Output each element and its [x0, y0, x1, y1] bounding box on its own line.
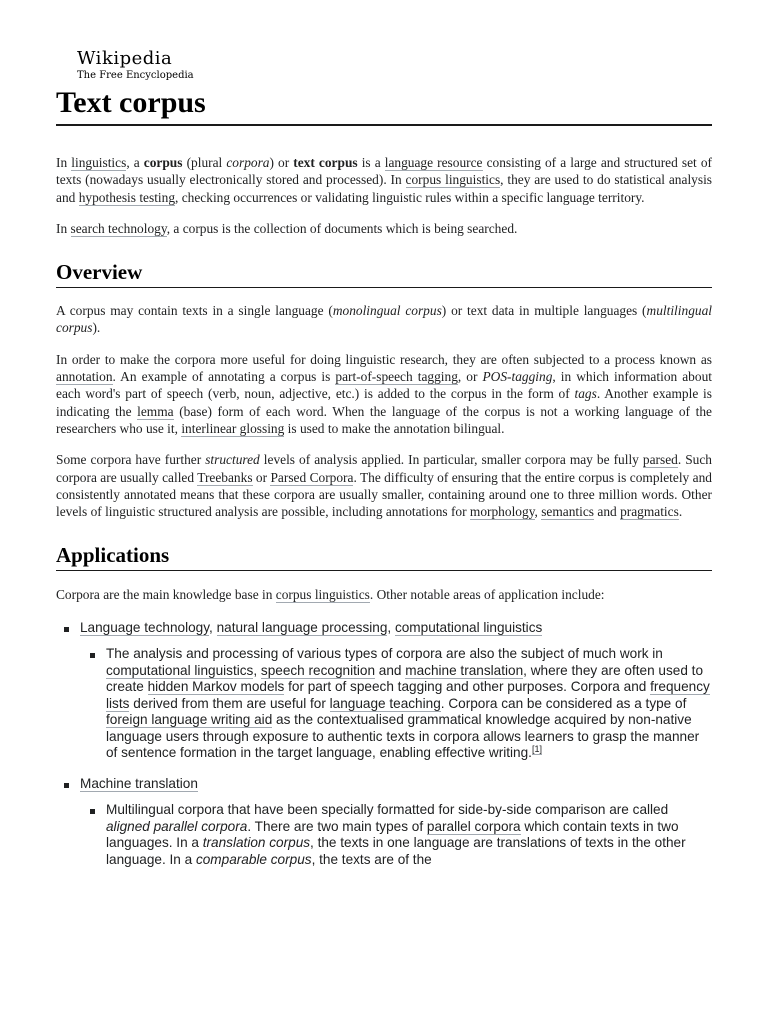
sub-list: [80, 646, 712, 762]
intro-paragraph-1: [56, 154, 712, 206]
overview-paragraph-2: [56, 351, 712, 437]
text-run: derived from them are useful for: [129, 695, 330, 711]
text-run: and: [375, 662, 406, 678]
text-run: , or: [457, 369, 483, 385]
list-item-text: [80, 776, 198, 792]
text-run: , in which information about each word's part of speech (verb, noun, adjective, etc.) is added to the corpus in the form of: [56, 369, 712, 402]
link-semantics[interactable]: semantics: [541, 504, 595, 520]
bold-term: text corpus: [293, 155, 358, 170]
intro-paragraph-2: [56, 220, 712, 237]
link-annotation[interactable]: annotation: [56, 369, 113, 385]
link-corpus-linguistics[interactable]: corpus linguistics: [275, 587, 370, 603]
text-run: Multilingual corpora that have been specially formatted for side-by-side comparison are called: [106, 802, 669, 818]
link-parsed-corpora[interactable]: Parsed Corpora: [270, 469, 354, 485]
text-run: . Other notable areas of application include:: [369, 587, 605, 603]
list-item: [56, 776, 712, 869]
text-run: ) or: [269, 155, 294, 170]
italic-term: tags: [574, 386, 597, 402]
link-treebanks[interactable]: Treebanks: [197, 469, 253, 485]
text-run: ,: [209, 619, 217, 635]
section-heading-applications: Applications: [56, 542, 712, 571]
link-language-technology[interactable]: Language technology: [80, 619, 210, 635]
italic-term: comparable corpus: [195, 851, 312, 867]
bold-term: corpus: [143, 155, 183, 170]
text-run: is a: [357, 155, 385, 170]
citation-link[interactable]: [1]: [531, 743, 542, 754]
link-hidden-markov-models[interactable]: hidden Markov models: [147, 679, 285, 695]
text-run: or: [252, 469, 271, 485]
link-language-resource[interactable]: language resource: [384, 155, 483, 170]
sub-list-item: [80, 646, 712, 762]
link-foreign-language-writing-aid[interactable]: foreign language writing aid: [106, 712, 273, 728]
text-run: In: [56, 155, 72, 170]
text-run: .: [678, 504, 683, 520]
sub-list-item: [80, 802, 712, 868]
text-run: for part of speech tagging and other purposes. Corpora and: [284, 679, 651, 695]
text-run: which contain texts in two languages. In a: [106, 818, 679, 851]
text-run: . An example of annotating a corpus is: [112, 369, 336, 385]
overview-paragraph-3: [56, 451, 712, 520]
logo-subtitle: The Free Encyclopedia: [77, 70, 194, 81]
link-computational-linguistics[interactable]: computational linguistics: [394, 619, 543, 635]
link-lemma[interactable]: lemma: [137, 403, 174, 419]
text-run: levels of analysis applied. In particular, smaller corpora may be fully: [259, 452, 643, 468]
link-natural-language-processing[interactable]: natural language processing: [216, 619, 388, 635]
text-run: (base) form of each word. When the language of the corpus is not a working language of the researchers who use it,: [56, 403, 712, 436]
list-item: [56, 620, 712, 762]
text-run: ,: [387, 619, 395, 635]
text-run: Some corpora have further: [56, 452, 206, 468]
link-search-technology[interactable]: search technology: [70, 220, 167, 236]
list-item-text: [80, 620, 542, 636]
text-run: , the texts in one language are translations of texts in the other language. In a: [106, 835, 686, 867]
text-run: A corpus may contain texts in a single language (: [56, 303, 333, 319]
link-language-teaching[interactable]: language teaching: [329, 695, 441, 711]
logo-title: Wikipedia: [77, 48, 173, 69]
link-speech-recognition[interactable]: speech recognition: [260, 662, 376, 678]
text-run: Corpora are the main knowledge base in: [56, 587, 276, 603]
citation: [532, 744, 542, 755]
text-run: , a corpus is the collection of documents which is being searched.: [166, 220, 518, 236]
page-title: Text corpus: [56, 84, 712, 126]
text-run: , a: [126, 155, 144, 170]
text-run: is used to make the annotation bilingual.: [284, 420, 505, 436]
text-run: , checking occurrences or validating linguistic rules within a specific language territory.: [175, 189, 645, 205]
text-run: . Such corpora are usually called: [56, 452, 712, 485]
text-run: , they are used to do statistical analysis and: [56, 172, 713, 205]
text-run: . Another example is indicating the: [56, 386, 712, 419]
text-run: ).: [92, 320, 101, 336]
text-run: . There are two main types of: [247, 818, 427, 834]
text-run: (plural: [182, 155, 227, 170]
link-part-of-speech-tagging[interactable]: part-of-speech tagging: [335, 369, 458, 385]
text-run: consisting of a large and structured set of texts (nowadays usually electronically stored and processed). In: [56, 155, 712, 188]
link-corpus-linguistics[interactable]: corpus linguistics: [405, 172, 501, 188]
overview-paragraph-1: [56, 302, 712, 337]
link-computational-linguistics[interactable]: computational linguistics: [106, 662, 254, 678]
italic-term: corpora: [226, 155, 270, 170]
italic-term: POS-tagging: [482, 369, 553, 385]
applications-list: [56, 620, 712, 869]
text-run: ) or text data in multiple languages (: [441, 303, 647, 319]
link-interlinear-glossing[interactable]: interlinear glossing: [181, 420, 285, 436]
link-pragmatics[interactable]: pragmatics: [620, 504, 679, 520]
article-body: [56, 154, 712, 882]
text-run: , where they are often used to create: [106, 662, 704, 695]
link-machine-translation[interactable]: machine translation: [405, 662, 524, 678]
text-run: ,: [253, 662, 261, 678]
wikipedia-logo[interactable]: [77, 48, 277, 82]
link-machine-translation[interactable]: Machine translation: [80, 775, 198, 791]
link-linguistics[interactable]: linguistics: [71, 155, 127, 170]
applications-paragraph-1: [56, 586, 712, 603]
link-parallel-corpora[interactable]: parallel corpora: [426, 818, 521, 834]
italic-term: structured: [205, 452, 260, 468]
text-run: as the contextualised grammatical knowledge acquired by non-native language users through exposure to authentic texts in corpora allows learners to grasp the manner of sentence formation in the target language, enabling effective writing.: [106, 712, 700, 761]
text-run: . The difficulty of ensuring that the entire corpus is completely and consistently annotated means that these corpora are usually smaller, containing around one to three million words. Other levels of linguistic structured analysis are possible, including annotations for: [56, 469, 712, 520]
italic-term: multilingual corpus: [56, 303, 713, 336]
text-run: In order to make the corpora more useful for doing linguistic research, they are often subjected to a process known as: [56, 351, 712, 367]
text-run: In: [56, 220, 71, 236]
sub-list: [80, 802, 712, 868]
link-morphology[interactable]: morphology: [469, 504, 535, 520]
text-run: . Corpora can be considered as a type of: [440, 695, 687, 711]
italic-term: aligned parallel corpora: [106, 818, 248, 834]
italic-term: translation corpus: [202, 835, 311, 851]
link-hypothesis-testing[interactable]: hypothesis testing: [78, 189, 176, 205]
section-heading-overview: Overview: [56, 259, 712, 288]
link-parsed[interactable]: parsed: [642, 452, 678, 468]
text-run: ,: [534, 504, 542, 520]
italic-term: monolingual corpus: [332, 303, 442, 319]
link-frequency-lists[interactable]: frequency lists: [106, 679, 710, 711]
text-run: , the texts are of the: [311, 851, 432, 867]
text-run: The analysis and processing of various types of corpora are also the subject of much work in: [106, 646, 663, 662]
text-run: and: [594, 504, 621, 520]
